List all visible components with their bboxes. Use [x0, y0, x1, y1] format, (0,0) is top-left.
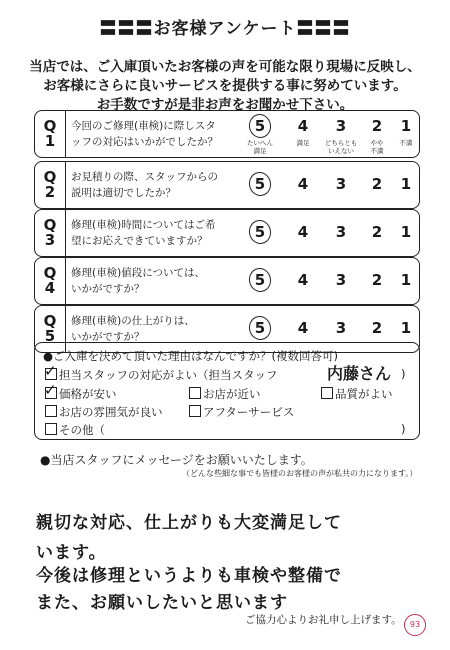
scale-label: 満足 [296, 139, 310, 147]
question-number: Q 5 [35, 306, 66, 352]
rating-option-2[interactable]: 2 [371, 319, 383, 337]
page-mark: 93 [404, 614, 426, 636]
question-text: 修理(車検)の仕上がりは、 いかがですか？ [71, 315, 195, 343]
reason-label: アフターサービス [203, 405, 295, 419]
message-note: （どんな些細な事でも皆様のお客様の声が私共の力になります。） [182, 469, 418, 478]
scale-label: 不満 [399, 139, 413, 147]
intro-line: お手数ですが是非お声をお聞かせ下さい。 [96, 97, 354, 113]
rating-option-5[interactable]: 5 [254, 319, 266, 337]
question-row [34, 110, 420, 158]
intro-line: お客様にさらに良いサービスを提供する事に努めています。 [43, 78, 407, 94]
rating-option-2[interactable]: 2 [371, 223, 383, 241]
check-mark-icon: ✓ [44, 381, 57, 399]
reason-staff[interactable] [44, 362, 278, 383]
rating-option-2[interactable]: 2 [371, 271, 383, 289]
rating-scale [240, 162, 418, 208]
rating-option-4[interactable]: 4 [297, 117, 309, 135]
reason-quality[interactable] [321, 386, 393, 402]
handwritten-line: 今後は修理というよりも車検や整備で [36, 566, 342, 586]
question-number: Q 4 [35, 258, 66, 304]
rating-option-1[interactable]: 1 [400, 271, 412, 289]
rating-option-5[interactable]: 5 [254, 175, 266, 193]
check-mark-icon: ✓ [44, 362, 57, 380]
rating-scale [240, 111, 418, 157]
rating-option-1[interactable]: 1 [400, 223, 412, 241]
rating-option-3[interactable]: 3 [335, 319, 347, 337]
reason-label: 品質がよい [335, 387, 393, 401]
checkbox[interactable] [189, 387, 201, 399]
reasons-box [34, 342, 420, 440]
rating-option-4[interactable]: 4 [297, 319, 309, 337]
rating-option-5[interactable]: 5 [254, 117, 266, 135]
rating-option-3[interactable]: 3 [335, 223, 347, 241]
rating-option-2[interactable]: 2 [371, 175, 383, 193]
rating-option-1[interactable]: 1 [400, 319, 412, 337]
question-row [34, 257, 420, 305]
scale-label: たいへん 満足 [247, 139, 273, 155]
scale-label: どちらとも いえない [324, 139, 358, 155]
checkbox[interactable] [45, 423, 57, 435]
paren-close: ) [401, 367, 406, 381]
handwritten-line: また、お願いしたいと思います [36, 593, 288, 613]
handwritten-line: 親切な対応、仕上がりも大変満足して [36, 513, 342, 533]
rating-option-2[interactable]: 2 [371, 117, 383, 135]
message-heading: ●当店スタッフにメッセージをお願いいたします。 [40, 453, 313, 467]
rating-scale [240, 210, 418, 256]
footer-thanks: ご協力心よりお礼申し上げます。 [245, 614, 402, 626]
rating-option-5[interactable]: 5 [254, 271, 266, 289]
rating-option-5[interactable]: 5 [254, 223, 266, 241]
intro-text [0, 58, 450, 115]
reasons-title: ●ご入庫を決めて頂いた理由はなんですか？(複数回答可) [43, 349, 339, 363]
checkbox[interactable] [189, 405, 201, 417]
question-text: 今回のご修理(車検)に際しスタ ッフの対応はいかがでしたか？ [71, 120, 218, 148]
question-text: お見積りの際、スタッフからの 説明は適切でしたか？ [71, 171, 218, 199]
reason-other[interactable] [45, 422, 105, 438]
rating-scale [240, 258, 418, 304]
survey-title: 〓〓〓お客様アンケート〓〓〓 [99, 19, 351, 39]
question-text: 修理(車検)時間についてはご希 望にお応えできていますか？ [71, 219, 216, 247]
rating-option-1[interactable]: 1 [400, 175, 412, 193]
checkbox[interactable] [44, 362, 57, 380]
rating-option-4[interactable]: 4 [297, 223, 309, 241]
question-row [34, 209, 420, 257]
rating-option-3[interactable]: 3 [335, 271, 347, 289]
reason-after-service[interactable] [189, 404, 294, 420]
reason-price[interactable] [44, 381, 117, 402]
checkbox[interactable] [321, 387, 333, 399]
reason-atmosphere[interactable] [45, 404, 163, 420]
question-number: Q 1 [35, 111, 66, 157]
rating-option-4[interactable]: 4 [297, 271, 309, 289]
question-number: Q 2 [35, 162, 66, 208]
staff-name-handwritten: 内藤さん [327, 364, 392, 383]
scale-label: やや 不満 [370, 139, 384, 155]
reason-label: お店の雰囲気が良い [59, 405, 163, 419]
rating-option-3[interactable]: 3 [335, 117, 347, 135]
paren-close: ) [401, 422, 406, 436]
checkbox[interactable] [44, 381, 57, 399]
reason-label: 担当スタッフの対応がよい（担当スタッフ [59, 368, 278, 382]
reason-label: お店が近い [203, 387, 261, 401]
rating-option-1[interactable]: 1 [400, 117, 412, 135]
question-row [34, 161, 420, 209]
reason-label: その他（ [59, 423, 105, 437]
intro-line: 当店では、ご入庫頂いたお客様の声を可能な限り現場に反映し、 [29, 59, 421, 75]
question-text: 修理(車検)値段については、 いかがですか？ [71, 267, 205, 295]
rating-option-3[interactable]: 3 [335, 175, 347, 193]
handwritten-line: います。 [36, 543, 107, 563]
reason-near[interactable] [189, 386, 261, 402]
reason-label: 価格が安い [59, 387, 117, 401]
checkbox[interactable] [45, 405, 57, 417]
question-number: Q 3 [35, 210, 66, 256]
rating-option-4[interactable]: 4 [297, 175, 309, 193]
